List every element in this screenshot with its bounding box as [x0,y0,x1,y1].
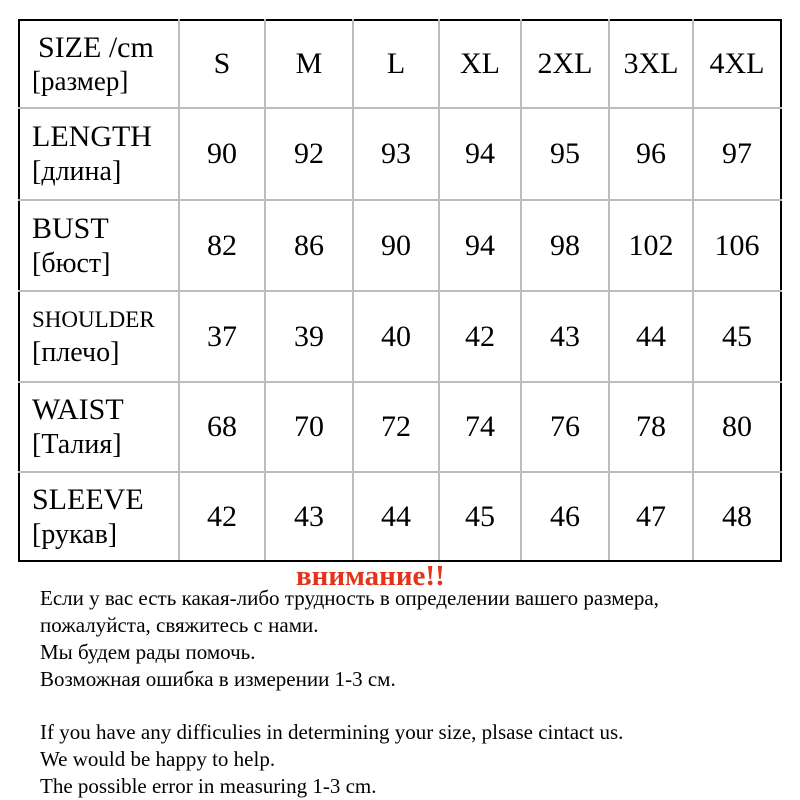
size-header-4xl: 4XL [693,20,781,108]
table-cell: 45 [439,472,521,561]
table-cell: 42 [439,291,521,382]
row-label-en: WAIST [32,393,124,426]
table-cell: 94 [439,108,521,200]
corner-label-ru: [размер] [32,66,129,96]
attention-heading: внимание!! [296,560,445,592]
row-label-en: BUST [32,211,109,245]
table-cell: 106 [693,200,781,291]
table-cell: 74 [439,382,521,472]
row-label-ru: [плечо] [32,336,120,368]
table-cell: 39 [265,291,353,382]
table-row [19,472,781,561]
table-cell: 48 [693,472,781,561]
table-cell: 86 [265,200,353,291]
size-header-s: S [179,20,265,108]
notes-block [40,585,795,800]
row-label-ru: [длина] [32,156,122,187]
table-cell: 44 [353,472,439,561]
row-label-ru: [бюст] [32,247,111,279]
corner-label-en: SIZE /cm [38,31,154,64]
size-header-l: L [353,20,439,108]
table-cell: 98 [521,200,609,291]
table-cell: 90 [179,108,265,200]
table-cell: 44 [609,291,693,382]
row-label-shoulder [19,291,179,382]
table-cell: 68 [179,382,265,472]
table-cell: 47 [609,472,693,561]
table-row [19,108,781,200]
row-label-waist [19,382,179,472]
row-label-en: LENGTH [32,120,152,153]
row-label-sleeve [19,472,179,561]
table-row [19,382,781,472]
table-cell: 40 [353,291,439,382]
note-line-ru: Мы будем рады помочь. [40,640,256,664]
table-cell: 82 [179,200,265,291]
table-cell: 76 [521,382,609,472]
table-cell: 37 [179,291,265,382]
note-line-ru: Если у вас есть какая-либо трудность в определении вашего размера, [40,586,659,610]
row-label-ru: [Талия] [32,429,122,460]
table-cell: 43 [521,291,609,382]
size-table [18,19,782,562]
note-line-en: If you have any difficulies in determining your size, plsase cintact us. [40,720,624,744]
row-label-bust [19,200,179,291]
table-row [19,291,781,382]
note-line-ru: пожалуйста, свяжитесь с нами. [40,613,319,637]
row-label-en: SLEEVE [32,482,144,516]
table-cell: 102 [609,200,693,291]
table-cell: 97 [693,108,781,200]
size-header-xl: XL [439,20,521,108]
row-label-en: SHOULDER [32,306,155,332]
row-label-length [19,108,179,200]
table-cell: 46 [521,472,609,561]
table-cell: 93 [353,108,439,200]
size-header-3xl: 3XL [609,20,693,108]
note-line-en: The possible error in measuring 1-3 cm. [40,774,377,798]
table-cell: 95 [521,108,609,200]
table-cell: 72 [353,382,439,472]
note-line-en: We would be happy to help. [40,747,276,771]
table-cell: 80 [693,382,781,472]
size-header-2xl: 2XL [521,20,609,108]
table-cell: 42 [179,472,265,561]
row-label-ru: [рукав] [32,518,118,550]
table-cell: 70 [265,382,353,472]
table-cell: 78 [609,382,693,472]
table-cell: 45 [693,291,781,382]
size-header-m: M [265,20,353,108]
table-cell: 96 [609,108,693,200]
notes-spacer [40,693,795,719]
table-row [19,200,781,291]
table-cell: 92 [265,108,353,200]
table-cell: 94 [439,200,521,291]
corner-cell [19,20,179,108]
table-cell: 90 [353,200,439,291]
note-line-ru: Возможная ошибка в измерении 1-3 см. [40,667,396,691]
header-row [19,20,781,108]
table-cell: 43 [265,472,353,561]
